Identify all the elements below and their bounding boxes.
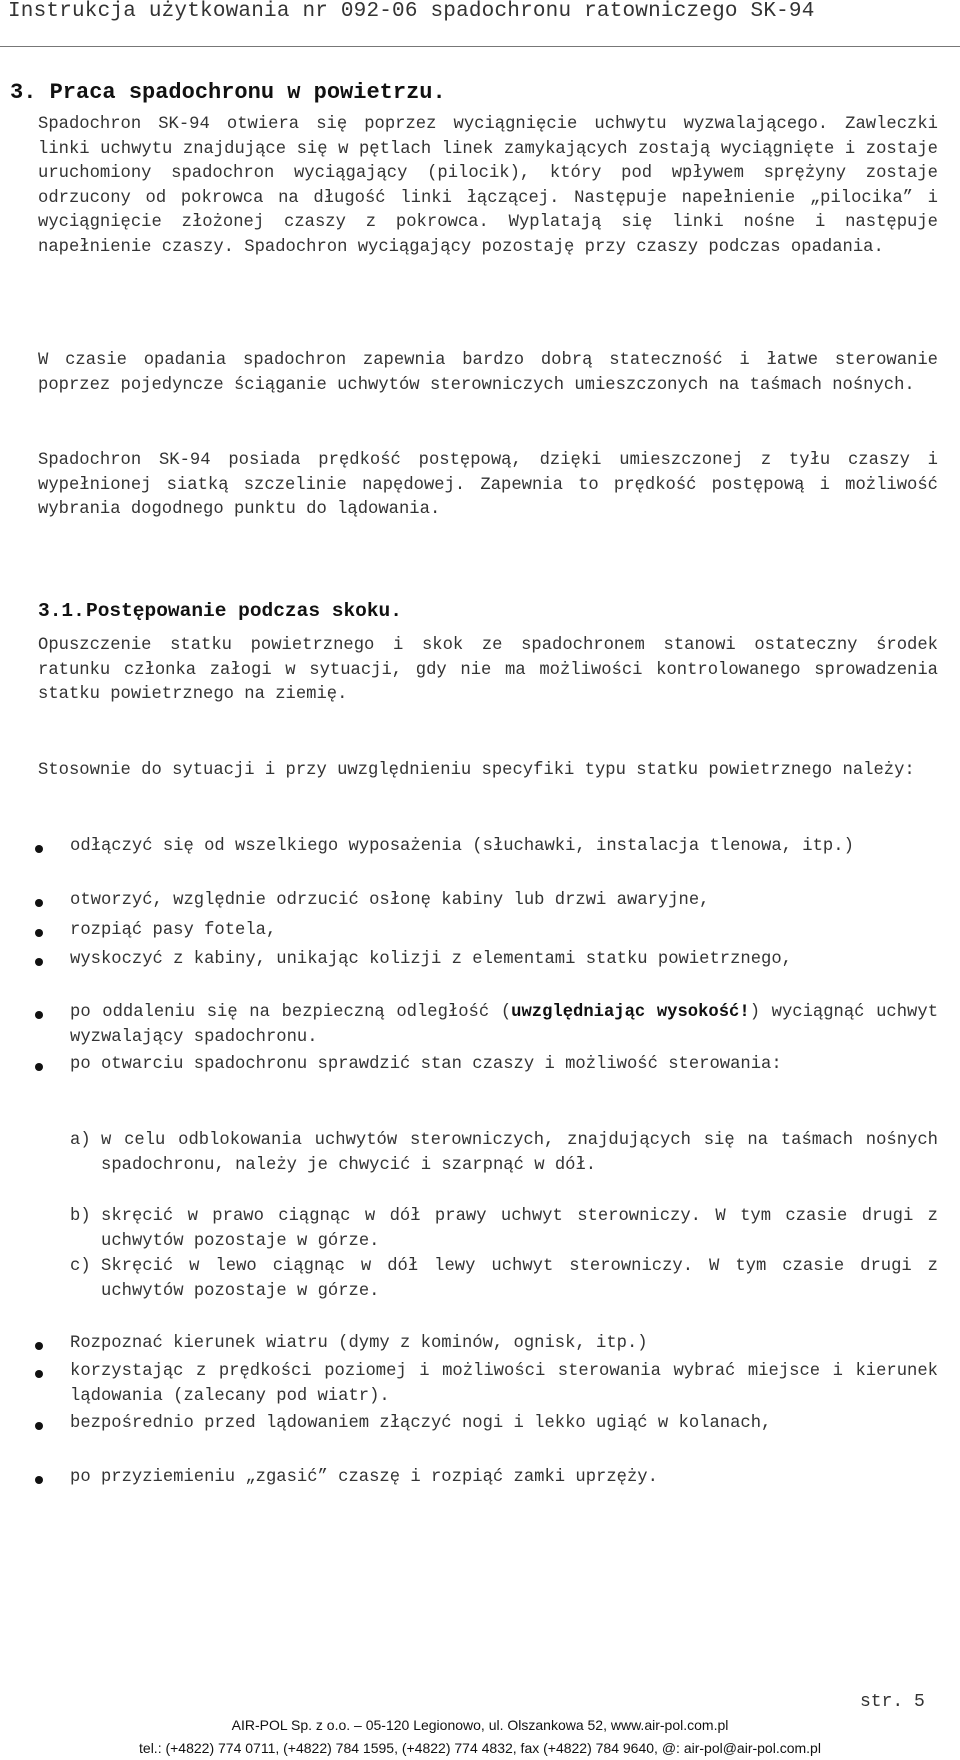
list-item-text: bezpośrednio przed lądowaniem złączyć nogi i lekko ugiąć w kolanach, xyxy=(70,1414,772,1433)
sub-list-marker: a) xyxy=(70,1131,91,1150)
bullet-icon xyxy=(35,1370,43,1378)
list-item-text: odłączyć się od wszelkiego wyposażenia (słuchawki, instalacja tlenowa, itp.) xyxy=(70,837,854,856)
paragraph-procedure-intro: Stosownie do sytuacji i przy uwzględnieniu specyfiki typu statku powietrznego należy: xyxy=(38,761,915,780)
list-item-text: korzystając z prędkości poziomej i możliwości sterowania wybrać miejsce i kierunek lądowania (zalecany pod wiatr). xyxy=(70,1362,938,1406)
bullet-icon xyxy=(35,958,43,966)
list-item-text-part: po oddaleniu się na bezpieczną odległość ( xyxy=(70,1003,512,1022)
bullet-icon xyxy=(35,1422,43,1430)
bullet-icon xyxy=(35,1011,43,1019)
list-item-text xyxy=(70,1001,938,1050)
list-item-text: po otwarciu spadochronu sprawdzić stan czaszy i możliwość sterowania: xyxy=(70,1055,782,1074)
page-number: str. 5 xyxy=(860,1692,925,1712)
subsection-heading xyxy=(38,600,402,622)
bullet-icon xyxy=(35,1342,43,1350)
sub-list-text: w celu odblokowania uchwytów sterowniczych, znajdujących się na taśmach nośnych spadochronu, należy je chwycić i szarpnąć w dół. xyxy=(101,1131,938,1175)
sub-list-marker: c) xyxy=(70,1257,91,1276)
sub-list-text: skręcić w prawo ciągnąc w dół prawy uchwyt sterowniczy. W tym czasie drugi z uchwytów pozostaje w górze. xyxy=(101,1207,938,1251)
sub-list-marker: b) xyxy=(70,1207,91,1226)
footer-company xyxy=(0,1717,960,1733)
list-item-text: wyskoczyć z kabiny, unikając kolizji z elementami statku powietrznego, xyxy=(70,950,792,969)
subsection-title: Postępowanie podczas skoku. xyxy=(86,600,402,622)
bullet-icon xyxy=(35,929,43,937)
paragraph-stability: W czasie opadania spadochron zapewnia bardzo dobrą stateczność i łatwe sterowanie poprzez pojedyncze ściąganie uchwytów sterowniczych umieszczonych na taśmach nośnych. xyxy=(38,351,938,395)
subsection-number: 3.1. xyxy=(38,600,85,622)
bullet-icon xyxy=(35,899,43,907)
list-item-text: po przyziemieniu „zgasić” czaszę i rozpiąć zamki uprzęży. xyxy=(70,1468,658,1487)
paragraph-bailout: Opuszczenie statku powietrznego i skok ze spadochronem stanowi ostateczny środek ratunku członka załogi w sytuacji, gdy nie ma możliwości kontrolowanego sprowadzenia statku powietrznego na ziemię. xyxy=(38,636,938,705)
list-item-text: rozpiąć pasy fotela, xyxy=(70,921,277,940)
section-heading: 3. Praca spadochronu w powietrzu. xyxy=(10,80,446,105)
paragraph-forward-speed: Spadochron SK-94 posiada prędkość postępową, dzięki umieszczonej z tyłu czaszy i wypełnionej siatką szczelinie napędowej. Zapewnia to prędkość postępową i możliwość wybrania dogodnego punktu do lądowania. xyxy=(38,451,938,520)
bullet-icon xyxy=(35,1476,43,1484)
paragraph-opening: Spadochron SK-94 otwiera się poprzez wyciągnięcie uchwytu wyzwalającego. Zawleczki linki uchwytu znajdujące się w pętlach linek zamykających zostają wyciągnięte i zostaje uruchomiony spadochron wyciągający (pilocik), który pod wpływem sprężyny zostaje odrzucony od pokrowca na długość linki łączącej. Następuje napełnienie „pilocika” i wyciągnięcie złożonej czaszy z pokrowca. Wyplatają się linki nośne i następuje napełnienie czaszy. Spadochron wyciągający pozostaję przy czaszy podczas opadania. xyxy=(38,115,938,257)
emphasis-text: uwzględniając wysokość! xyxy=(511,1003,750,1022)
list-item-text: Rozpoznać kierunek wiatru (dymy z kominów, ognisk, itp.) xyxy=(70,1334,648,1353)
bullet-icon xyxy=(35,1063,43,1071)
footer-company-text: AIR-POL Sp. z o.o. – 05-120 Legionowo, ul. Olszankowa 52, www.air-pol.com.pl xyxy=(231,1717,729,1733)
sub-list-text: Skręcić w lewo ciągnąc w dół lewy uchwyt sterowniczy. W tym czasie drugi z uchwytów pozostaje w górze. xyxy=(101,1257,938,1301)
bullet-icon xyxy=(35,845,43,853)
list-item-text-part: ) wyciągnąć uchwyt wyzwalający spadochronu. xyxy=(70,1003,939,1047)
page-header xyxy=(0,0,960,47)
list-item-text: otworzyć, względnie odrzucić osłonę kabiny lub drzwi awaryjne, xyxy=(70,891,710,910)
footer-contact: tel.: (+4822) 774 0711, (+4822) 784 1595, (+4822) 774 4832, fax (+4822) 784 9640, @: air-pol@air-pol.com.pl xyxy=(139,1740,821,1756)
document-title: Instrukcja użytkowania nr 092-06 spadochronu ratowniczego SK-94 xyxy=(8,0,815,23)
